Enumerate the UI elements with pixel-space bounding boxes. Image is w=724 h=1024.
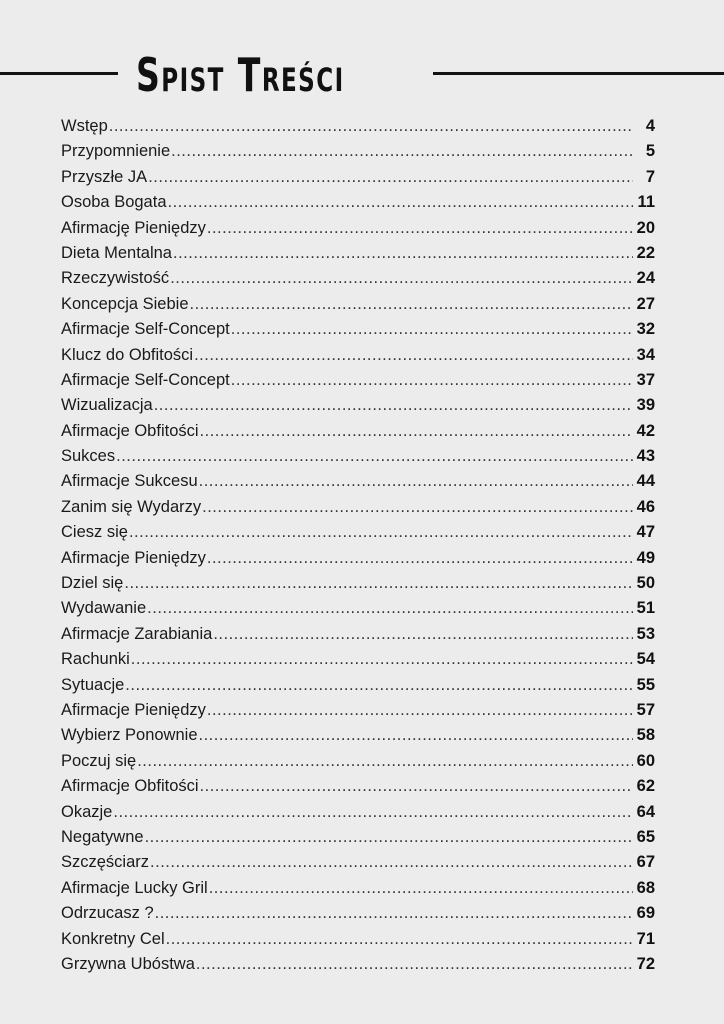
toc-entry[interactable] <box>61 114 655 139</box>
toc-entry-label: Afirmacje Self-Concept <box>61 370 230 389</box>
toc-entry-page: 44 <box>636 472 655 491</box>
toc-entry[interactable] <box>61 673 655 698</box>
toc-dot-leader <box>200 774 633 799</box>
table-of-contents <box>61 114 655 977</box>
toc-entry-page: 47 <box>636 523 655 542</box>
toc-entry-page: 53 <box>636 624 655 643</box>
toc-entry-label: Afirmacje Zarabiania <box>61 624 213 643</box>
toc-entry-label: Odrzucasz ? <box>61 904 154 923</box>
toc-entry-page: 64 <box>636 802 655 821</box>
toc-entry-page: 54 <box>636 650 655 669</box>
toc-dot-leader <box>131 647 633 672</box>
toc-entry-page: 57 <box>636 700 655 719</box>
toc-dot-leader <box>129 520 633 545</box>
toc-entry[interactable] <box>61 190 655 215</box>
toc-entry-label: Przypomnienie <box>61 142 171 161</box>
toc-entry[interactable] <box>61 368 655 393</box>
toc-entry-label: Konkretny Cel <box>61 929 165 948</box>
toc-entry-label: Rachunki <box>61 650 130 669</box>
toc-entry[interactable] <box>61 317 655 342</box>
toc-entry-page: 65 <box>636 827 655 846</box>
toc-entry[interactable] <box>61 495 655 520</box>
toc-entry-label: Wstęp <box>61 117 108 135</box>
toc-entry-page: 7 <box>645 167 655 186</box>
toc-dot-leader <box>199 469 633 494</box>
toc-entry-page: 69 <box>636 904 655 923</box>
toc-entry[interactable] <box>61 216 655 241</box>
toc-entry-label: Wybierz Ponownie <box>61 726 198 745</box>
toc-entry-page: 22 <box>636 243 655 262</box>
toc-dot-leader <box>231 368 633 393</box>
toc-dot-leader <box>109 114 633 139</box>
toc-dot-leader <box>213 622 633 647</box>
toc-entry-page: 32 <box>636 320 655 339</box>
toc-entry[interactable] <box>61 241 655 266</box>
title-rule-left <box>0 72 118 75</box>
toc-entry-page: 67 <box>636 853 655 872</box>
toc-entry-label: Dieta Mentalna <box>61 243 172 262</box>
toc-entry-label: Sukces <box>61 447 116 466</box>
toc-entry-page: 62 <box>636 777 655 796</box>
title-rule-right <box>433 72 724 75</box>
toc-entry-label: Afirmacje Self-Concept <box>61 320 230 339</box>
toc-entry-label: Osoba Bogata <box>61 193 167 212</box>
toc-dot-leader <box>173 241 633 266</box>
toc-entry-page: 42 <box>636 421 655 440</box>
toc-entry-label: Wydawanie <box>61 599 147 618</box>
toc-dot-leader <box>194 343 633 368</box>
toc-entry-label: Dziel się <box>61 574 124 593</box>
toc-dot-leader <box>166 927 633 952</box>
toc-entry-label: Rzeczywistość <box>61 269 170 288</box>
toc-entry-label: Afirmacje Obfitości <box>61 777 199 796</box>
toc-entry[interactable] <box>61 596 655 621</box>
toc-dot-leader <box>199 723 634 748</box>
toc-entry-label: Okazje <box>61 802 113 821</box>
toc-entry-label: Afirmację Pieniędzy <box>61 218 206 237</box>
toc-dot-leader <box>202 495 633 520</box>
toc-entry[interactable] <box>61 571 655 596</box>
toc-dot-leader <box>190 292 633 317</box>
toc-entry-label: Negatywne <box>61 827 144 846</box>
toc-entry[interactable] <box>61 165 655 190</box>
toc-entry[interactable] <box>61 927 655 952</box>
toc-dot-leader <box>148 165 633 190</box>
toc-entry-page: 49 <box>636 548 655 567</box>
toc-entry[interactable] <box>61 774 655 799</box>
toc-entry-label: Afirmacje Pieniędzy <box>61 700 206 719</box>
toc-dot-leader <box>137 749 633 774</box>
toc-entry-label: Koncepcja Siebie <box>61 294 189 313</box>
toc-entry-page: 4 <box>645 117 655 135</box>
toc-entry-page: 60 <box>636 751 655 770</box>
toc-entry[interactable] <box>61 266 655 291</box>
toc-dot-leader <box>231 317 633 342</box>
toc-entry[interactable] <box>61 749 655 774</box>
toc-dot-leader <box>125 673 633 698</box>
toc-dot-leader <box>154 393 633 418</box>
toc-entry-label: Przyszłe JA <box>61 167 148 186</box>
toc-entry-label: Wizualizacja <box>61 396 153 415</box>
toc-entry[interactable] <box>61 723 655 748</box>
toc-dot-leader <box>145 825 633 850</box>
toc-dot-leader <box>207 546 633 571</box>
toc-dot-leader <box>116 444 633 469</box>
toc-entry-page: 24 <box>636 269 655 288</box>
toc-entry-label: Zanim się Wydarzy <box>61 497 202 516</box>
toc-dot-leader <box>170 266 633 291</box>
toc-entry[interactable] <box>61 647 655 672</box>
toc-entry-page: 11 <box>637 193 655 212</box>
toc-entry-page: 68 <box>636 878 655 897</box>
toc-entry-label: Ciesz się <box>61 523 128 542</box>
toc-entry-page: 46 <box>636 497 655 516</box>
toc-entry-label: Sytuacje <box>61 675 125 694</box>
toc-entry-page: 72 <box>636 954 655 973</box>
toc-entry-label: Grzywna Ubóstwa <box>61 954 195 973</box>
toc-entry-page: 20 <box>636 218 655 237</box>
toc-dot-leader <box>168 190 634 215</box>
toc-entry[interactable] <box>61 825 655 850</box>
toc-entry[interactable] <box>61 901 655 926</box>
toc-entry[interactable] <box>61 139 655 164</box>
toc-dot-leader <box>150 850 633 875</box>
toc-entry[interactable] <box>61 698 655 723</box>
toc-entry[interactable] <box>61 343 655 368</box>
toc-entry[interactable] <box>61 952 655 977</box>
toc-entry[interactable] <box>61 850 655 875</box>
toc-entry-page: 51 <box>636 599 655 618</box>
toc-entry-page: 43 <box>636 447 655 466</box>
toc-entry-label: Afirmacje Lucky Gril <box>61 878 208 897</box>
toc-dot-leader <box>209 876 633 901</box>
toc-dot-leader <box>113 800 633 825</box>
title-row <box>0 40 724 110</box>
toc-entry[interactable] <box>61 520 655 545</box>
toc-entry-page: 71 <box>636 929 655 948</box>
toc-dot-leader <box>147 596 633 621</box>
toc-dot-leader <box>124 571 633 596</box>
toc-entry-page: 37 <box>636 370 655 389</box>
toc-entry-page: 55 <box>636 675 655 694</box>
toc-dot-leader <box>171 139 633 164</box>
toc-entry[interactable] <box>61 469 655 494</box>
toc-dot-leader <box>207 698 633 723</box>
toc-dot-leader <box>155 901 633 926</box>
toc-entry[interactable] <box>61 292 655 317</box>
toc-entry[interactable] <box>61 444 655 469</box>
toc-entry-label: Klucz do Obfitości <box>61 345 194 364</box>
toc-entry-label: Afirmacje Pieniędzy <box>61 548 206 567</box>
toc-dot-leader <box>196 952 633 977</box>
toc-entry-page: 58 <box>636 726 655 745</box>
toc-dot-leader <box>200 419 633 444</box>
toc-entry[interactable] <box>61 876 655 901</box>
toc-entry[interactable] <box>61 622 655 647</box>
toc-entry[interactable] <box>61 546 655 571</box>
toc-entry-page: 39 <box>636 396 655 415</box>
toc-entry[interactable] <box>61 419 655 444</box>
toc-entry[interactable] <box>61 393 655 418</box>
toc-entry-page: 27 <box>636 294 655 313</box>
toc-entry-label: Afirmacje Sukcesu <box>61 472 198 491</box>
toc-entry[interactable] <box>61 800 655 825</box>
toc-entry-label: Szczęściarz <box>61 853 150 872</box>
toc-dot-leader <box>207 216 633 241</box>
toc-entry-page: 34 <box>636 345 655 364</box>
toc-entry-label: Afirmacje Obfitości <box>61 421 199 440</box>
toc-entry-page: 50 <box>636 574 655 593</box>
toc-entry-label: Poczuj się <box>61 751 137 770</box>
page-title: Spist Treści <box>136 48 345 102</box>
toc-entry-page: 5 <box>645 142 655 161</box>
